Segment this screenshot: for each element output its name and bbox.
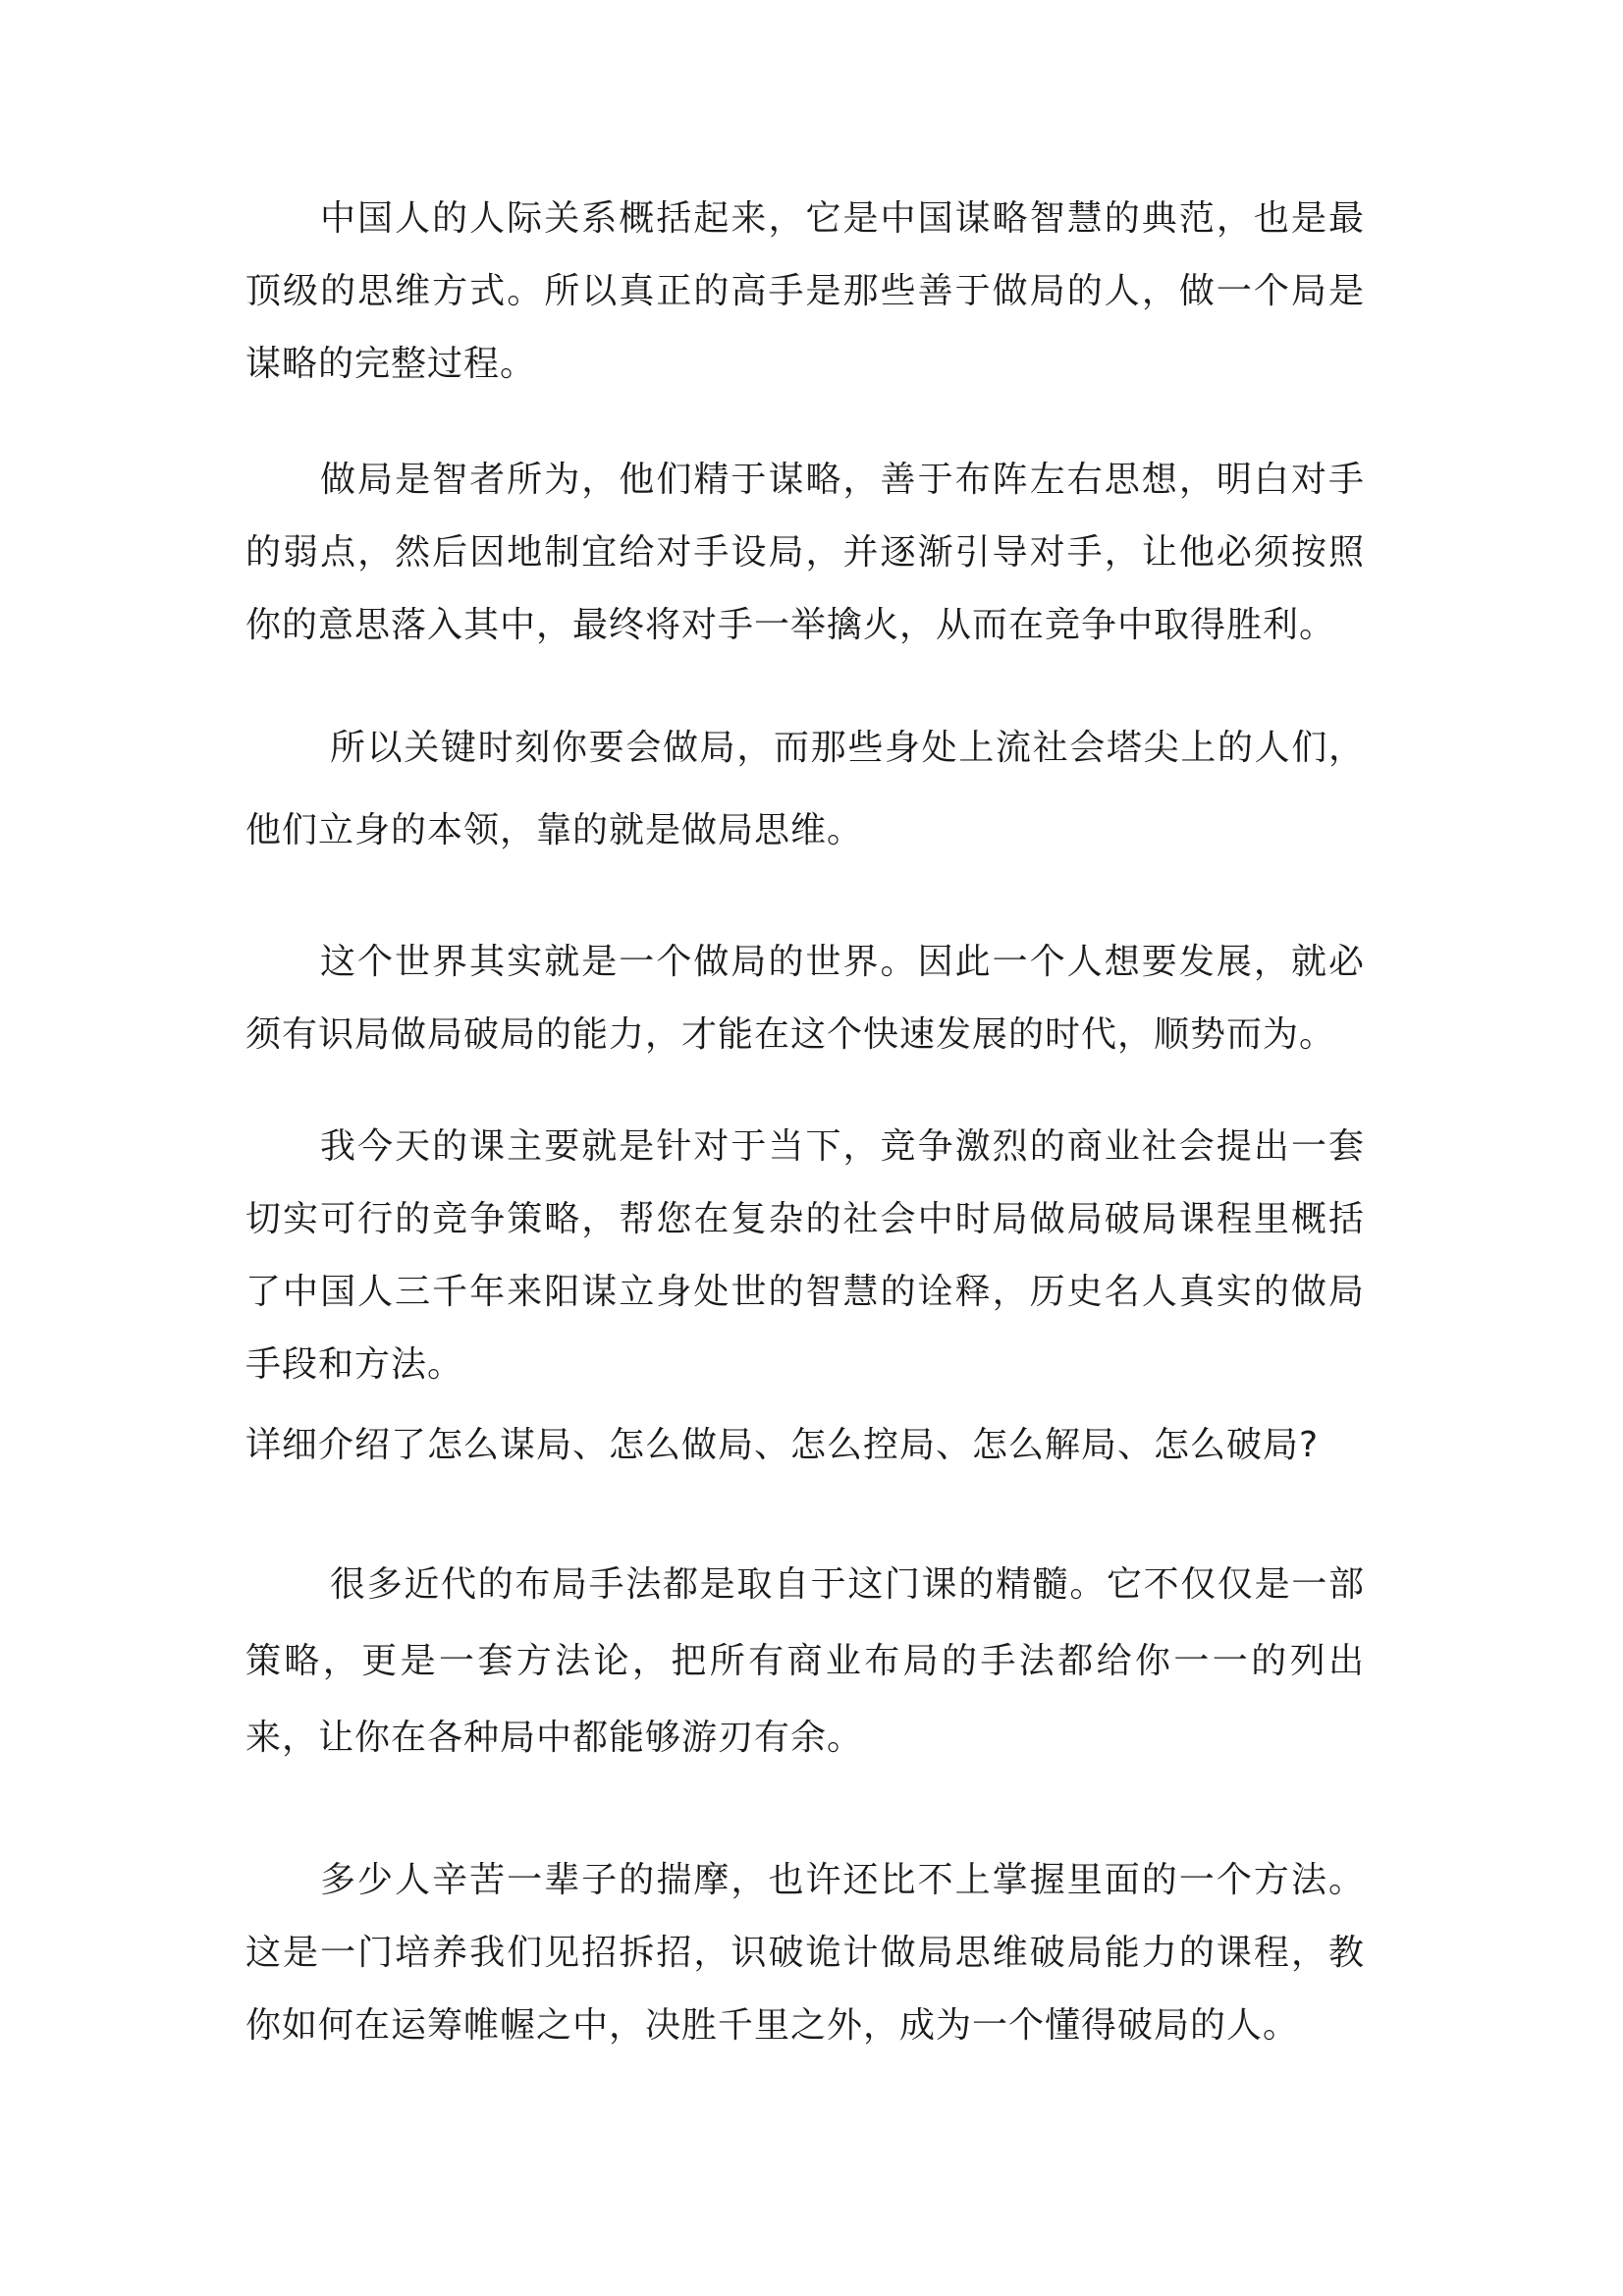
paragraph-6: 详细介绍了怎么谋局、怎么做局、怎么控局、怎么解局、怎么破局? [245,1425,1320,1465]
paragraph-1: 中国人的人际关系概括起来，它是中国谋略智慧的典范，也是最顶级的思维方式。所以真正的高手是那些善于做局的人，做一个局是谋略的完整过程。 [245,198,1365,384]
paragraph-8: 多少人辛苦一辈子的揣摩，也许还比不上掌握里面的一个方法。这是一门培养我们见招拆招，识破诡计做局思维破局能力的课程，教你如何在运筹帷幄之中，决胜千里之外，成为一个懂得破局的人。 [245,1860,1365,2046]
paragraph-2: 做局是智者所为，他们精于谋略，善于布阵左右思想，明白对手的弱点，然后因地制宜给对手设局，并逐渐引导对手，让他必须按照你的意思落入其中，最终将对手一举擒火，从而在竞争中取得胜利。 [245,460,1365,645]
paragraph-3: 所以关键时刻你要会做局，而那些身处上流社会塔尖上的人们，他们立身的本领，靠的就是做局思维。 [245,728,1365,850]
paragraph-4: 这个世界其实就是一个做局的世界。因此一个人想要发展，就必须有识局做局破局的能力，才能在这个快速发展的时代，顺势而为。 [245,942,1365,1055]
paragraph-5: 我今天的课主要就是针对于当下，竞争激烈的商业社会提出一套切实可行的竞争策略，帮您在复杂的社会中时局做局破局课程里概括了中国人三千年来阳谋立身处世的智慧的诠释，历史名人真实的做局手段和方法。 [245,1126,1365,1385]
paragraph-7: 很多近代的布局手法都是取自于这门课的精髓。它不仅仅是一部策略，更是一套方法论，把所有商业布局的手法都给你一一的列出来，让你在各种局中都能够游刃有余。 [245,1564,1365,1758]
